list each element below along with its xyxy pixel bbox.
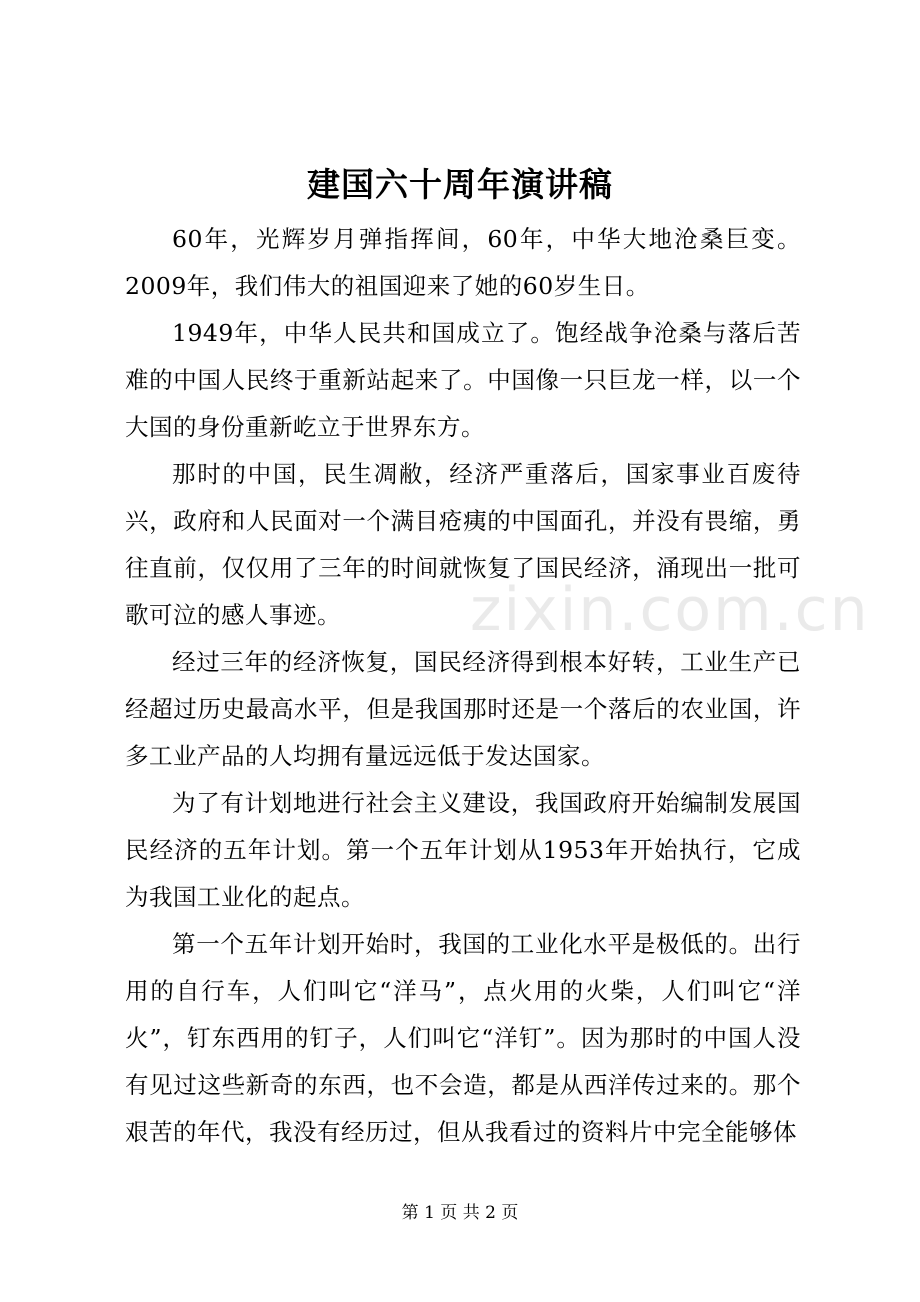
paragraph-2: 1949年，中华人民共和国成立了。饱经战争沧桑与落后苦难的中国人民终于重新站起来了。中国像一只巨龙一样，以一个大国的身份重新屹立于世界东方。	[125, 319, 801, 441]
watermark-text: zixin.com.cn	[470, 575, 870, 645]
paragraph-6: 第一个五年计划开始时，我国的工业化水平是极低的。出行用的自行车，人们叫它“洋马”，点火用的火柴，人们叫它“洋火”，钉东西用的钉子，人们叫它“洋钉”。因为那时的中国人没有见过这些新奇的东西，也不会造，都是从西洋传过来的。那个艰苦的年代，我没有经历过，但从我看过的资料片中完全能够体	[125, 930, 801, 1146]
paragraph-1: 60年，光辉岁月弹指挥间，60年，中华大地沧桑巨变。2009年，我们伟大的祖国迎来了她的60岁生日。	[125, 225, 801, 300]
document-body	[125, 216, 801, 1156]
page-footer: 第 1 页 共 2 页	[401, 1203, 519, 1223]
paragraph-4: 经过三年的经济恢复，国民经济得到根本好转，工业生产已经超过历史最高水平，但是我国那时还是一个落后的农业国，许多工业产品的人均拥有量远远低于发达国家。	[125, 648, 801, 770]
paragraph-5: 为了有计划地进行社会主义建设，我国政府开始编制发展国民经济的五年计划。第一个五年计划从1953年开始执行，它成为我国工业化的起点。	[125, 789, 801, 911]
document-title: 建国六十周年演讲稿	[307, 165, 613, 204]
paragraph-3: 那时的中国，民生凋敝，经济严重落后，国家事业百废待兴，政府和人民面对一个满目疮痍的中国面孔，并没有畏缩，勇往直前，仅仅用了三年的时间就恢复了国民经济，涌现出一批可歌可泣的感人事迹。	[125, 460, 801, 629]
